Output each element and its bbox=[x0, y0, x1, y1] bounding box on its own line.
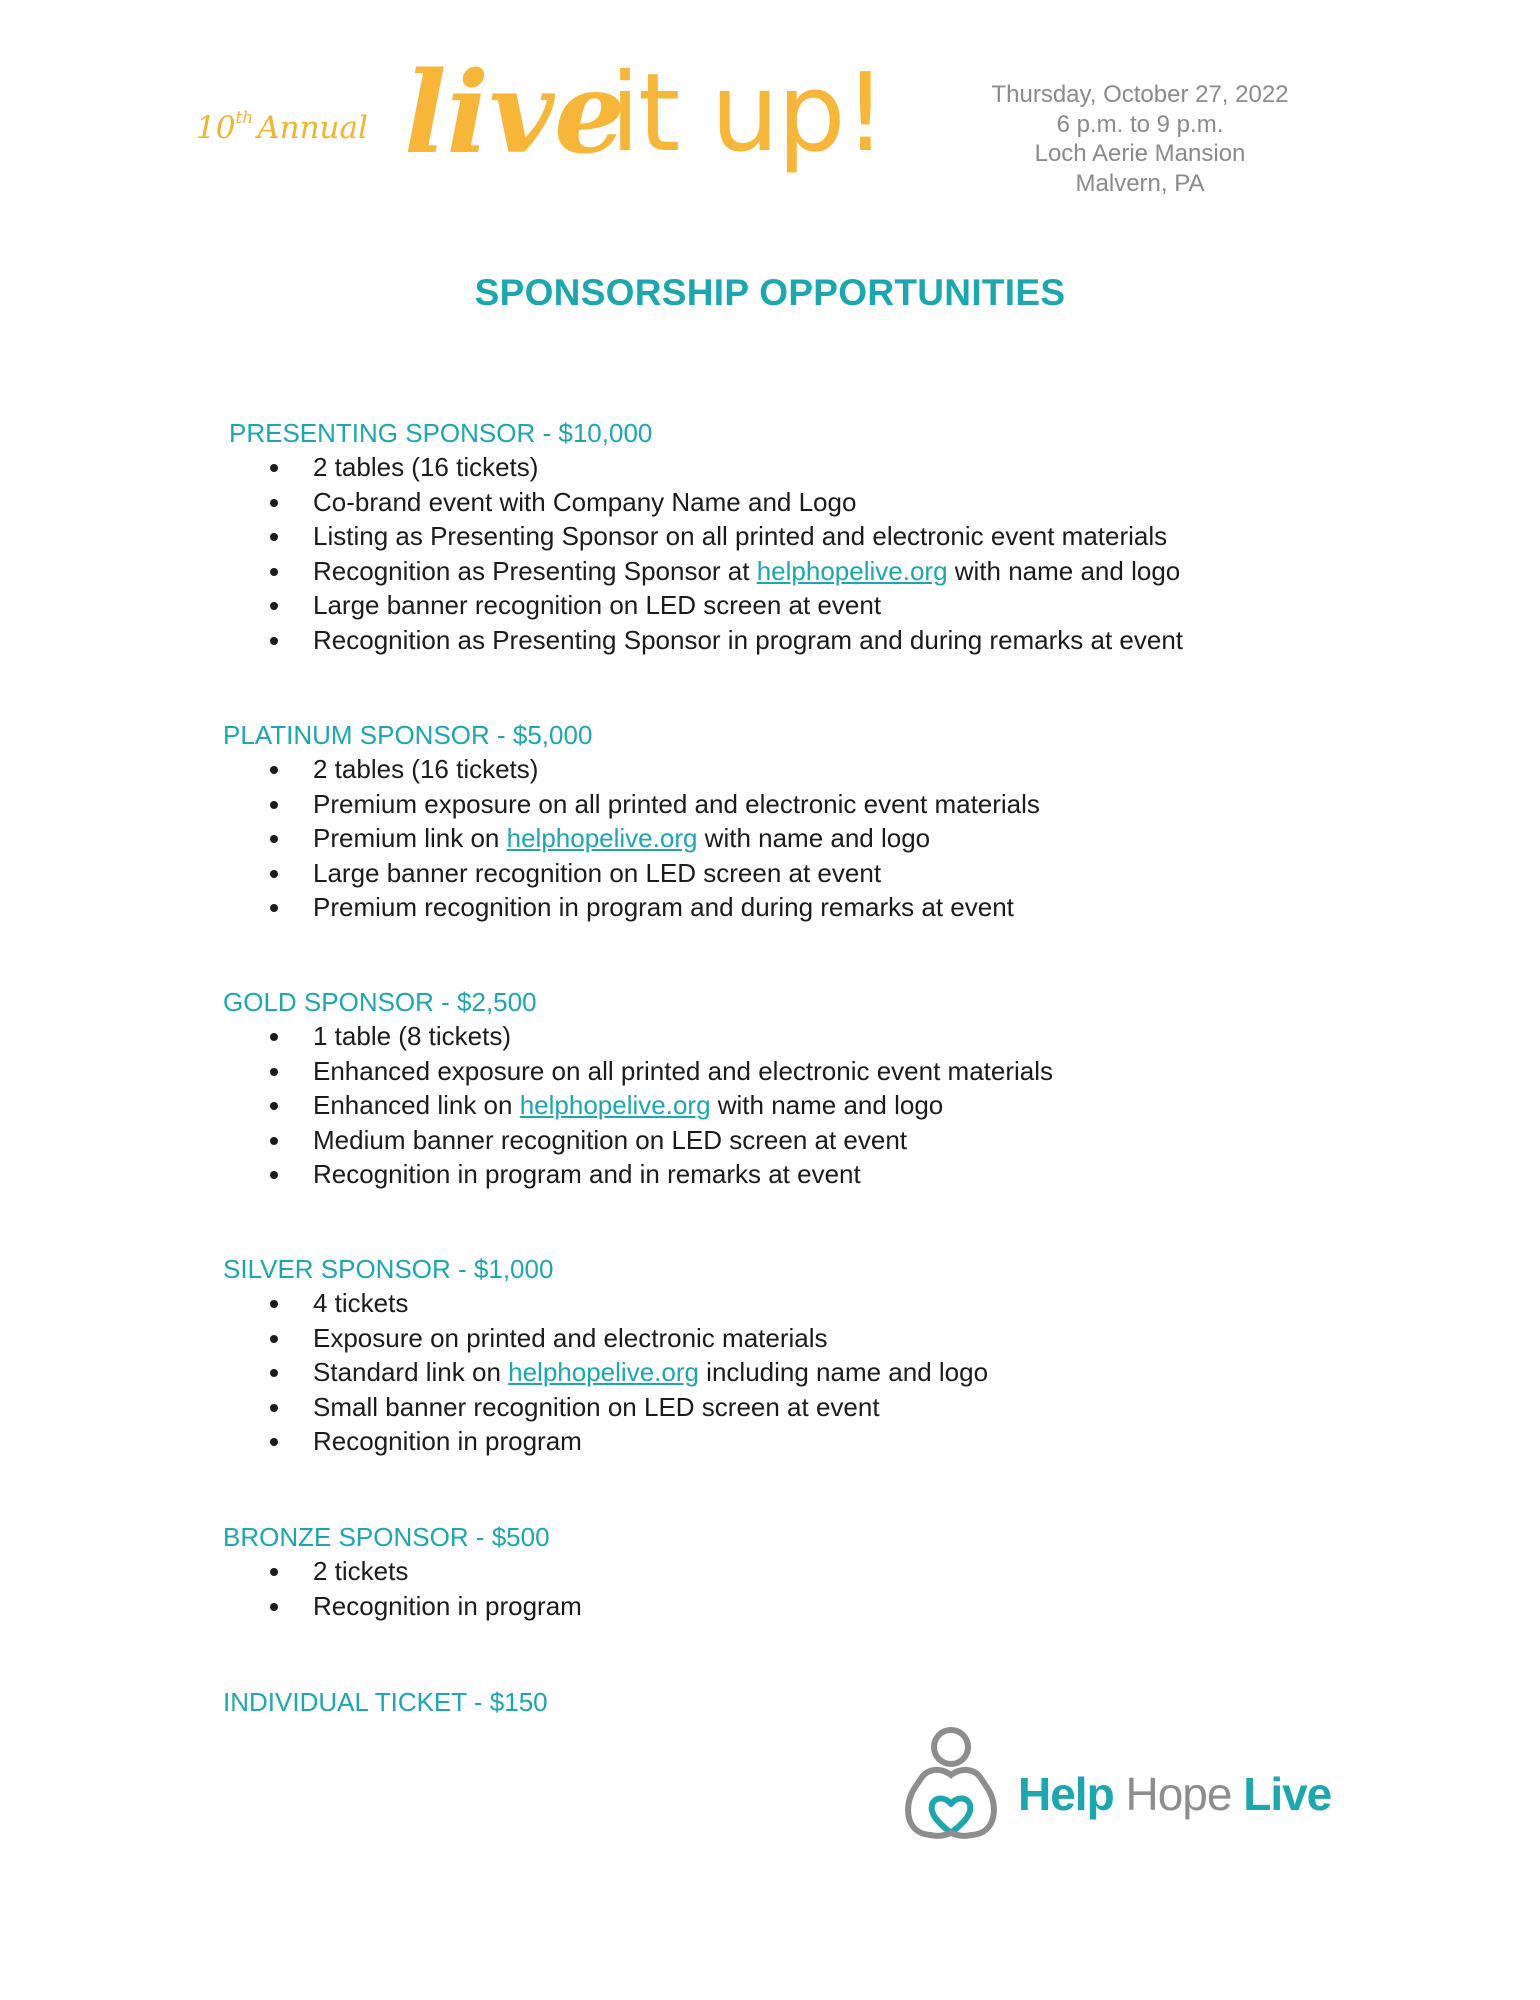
benefit-item: Listing as Presenting Sponsor on all printed and electronic event materials bbox=[223, 519, 1183, 554]
event-header bbox=[0, 0, 1540, 240]
benefit-item: Exposure on printed and electronic materials bbox=[223, 1321, 988, 1356]
benefit-item: Large banner recognition on LED screen at event bbox=[223, 588, 1183, 623]
tier-title: SILVER SPONSOR - $1,000 bbox=[223, 1254, 554, 1284]
benefit-list bbox=[223, 1286, 988, 1459]
benefit-item: Recognition in program bbox=[223, 1589, 582, 1624]
benefit-text: including name and logo bbox=[698, 1357, 989, 1387]
benefit-item: Enhanced exposure on all printed and electronic event materials bbox=[223, 1054, 1053, 1089]
benefit-item: Large banner recognition on LED screen at event bbox=[223, 856, 1040, 891]
tier-title: PRESENTING SPONSOR - $10,000 bbox=[229, 418, 653, 448]
benefit-item: Premium exposure on all printed and electronic event materials bbox=[223, 787, 1040, 822]
benefit-item bbox=[223, 1088, 1053, 1123]
tier-title: GOLD SPONSOR - $2,500 bbox=[223, 987, 537, 1017]
benefit-list bbox=[223, 1554, 582, 1623]
helphopelive-link[interactable]: helphopelive.org bbox=[519, 1090, 711, 1120]
benefit-item: Premium recognition in program and during remarks at event bbox=[223, 890, 1040, 925]
benefit-item: 2 tickets bbox=[223, 1554, 582, 1589]
benefit-text: with name and logo bbox=[947, 555, 1181, 586]
benefit-text: Recognition as Presenting Sponsor at bbox=[313, 555, 757, 586]
event-date: Thursday, October 27, 2022 bbox=[991, 81, 1289, 108]
benefit-item bbox=[223, 821, 1040, 856]
benefit-item: Small banner recognition on LED screen at event bbox=[223, 1390, 988, 1425]
event-info bbox=[960, 80, 1320, 198]
benefit-item: Medium banner recognition on LED screen at event bbox=[223, 1123, 1053, 1158]
helphopelive-link[interactable]: helphopelive.org bbox=[506, 823, 698, 853]
event-location: Malvern, PA bbox=[1075, 169, 1205, 197]
benefit-text: Enhanced link on bbox=[313, 1090, 520, 1120]
logo-live-text: live bbox=[404, 48, 626, 179]
benefit-item: Recognition as Presenting Sponsor in program and during remarks at event bbox=[223, 623, 1183, 658]
benefit-item: 4 tickets bbox=[223, 1286, 988, 1321]
benefit-text: with name and logo bbox=[710, 1090, 944, 1120]
helphopelive-link[interactable]: helphopelive.org bbox=[756, 555, 948, 586]
tier-section bbox=[229, 416, 1183, 657]
benefit-text: with name and logo bbox=[697, 823, 931, 853]
event-venue: Loch Aerie Mansion bbox=[1034, 140, 1246, 167]
benefit-item: 1 table (8 tickets) bbox=[223, 1019, 1053, 1054]
tier-section bbox=[223, 985, 1053, 1192]
help-hope-live-logo bbox=[900, 1725, 1340, 1855]
edition-label: 10th Annual bbox=[196, 108, 368, 146]
benefit-list bbox=[223, 752, 1040, 925]
event-time: 6 p.m. to 9 p.m. bbox=[1056, 110, 1224, 138]
benefit-item: 2 tables (16 tickets) bbox=[223, 450, 1183, 485]
tier-title: BRONZE SPONSOR - $500 bbox=[223, 1522, 550, 1552]
benefit-item: 2 tables (16 tickets) bbox=[223, 752, 1040, 787]
benefit-item bbox=[223, 554, 1183, 589]
benefit-list bbox=[223, 450, 1183, 657]
benefit-item: Co-brand event with Company Name and Logo bbox=[223, 485, 1183, 520]
tier-section bbox=[223, 1685, 548, 1719]
tier-section bbox=[223, 718, 1040, 925]
page-title: SPONSORSHIP OPPORTUNITIES bbox=[474, 272, 1066, 313]
logo-it-up-text: it up! bbox=[610, 51, 885, 176]
logo-wordmark: Help Hope Live bbox=[1018, 1768, 1332, 1820]
tier-title: INDIVIDUAL TICKET - $150 bbox=[223, 1687, 548, 1717]
benefit-list bbox=[223, 1019, 1053, 1192]
benefit-text: Premium link on bbox=[313, 823, 507, 853]
heart-figure-icon bbox=[900, 1725, 1012, 1855]
helphopelive-link[interactable]: helphopelive.org bbox=[508, 1357, 699, 1387]
benefit-item bbox=[223, 1355, 988, 1390]
tier-section bbox=[223, 1520, 582, 1623]
benefit-text: Standard link on bbox=[313, 1357, 509, 1387]
benefit-item: Recognition in program and in remarks at event bbox=[223, 1157, 1053, 1192]
benefit-item: Recognition in program bbox=[223, 1424, 988, 1459]
tier-title: PLATINUM SPONSOR - $5,000 bbox=[223, 720, 593, 750]
tier-section bbox=[223, 1252, 988, 1459]
